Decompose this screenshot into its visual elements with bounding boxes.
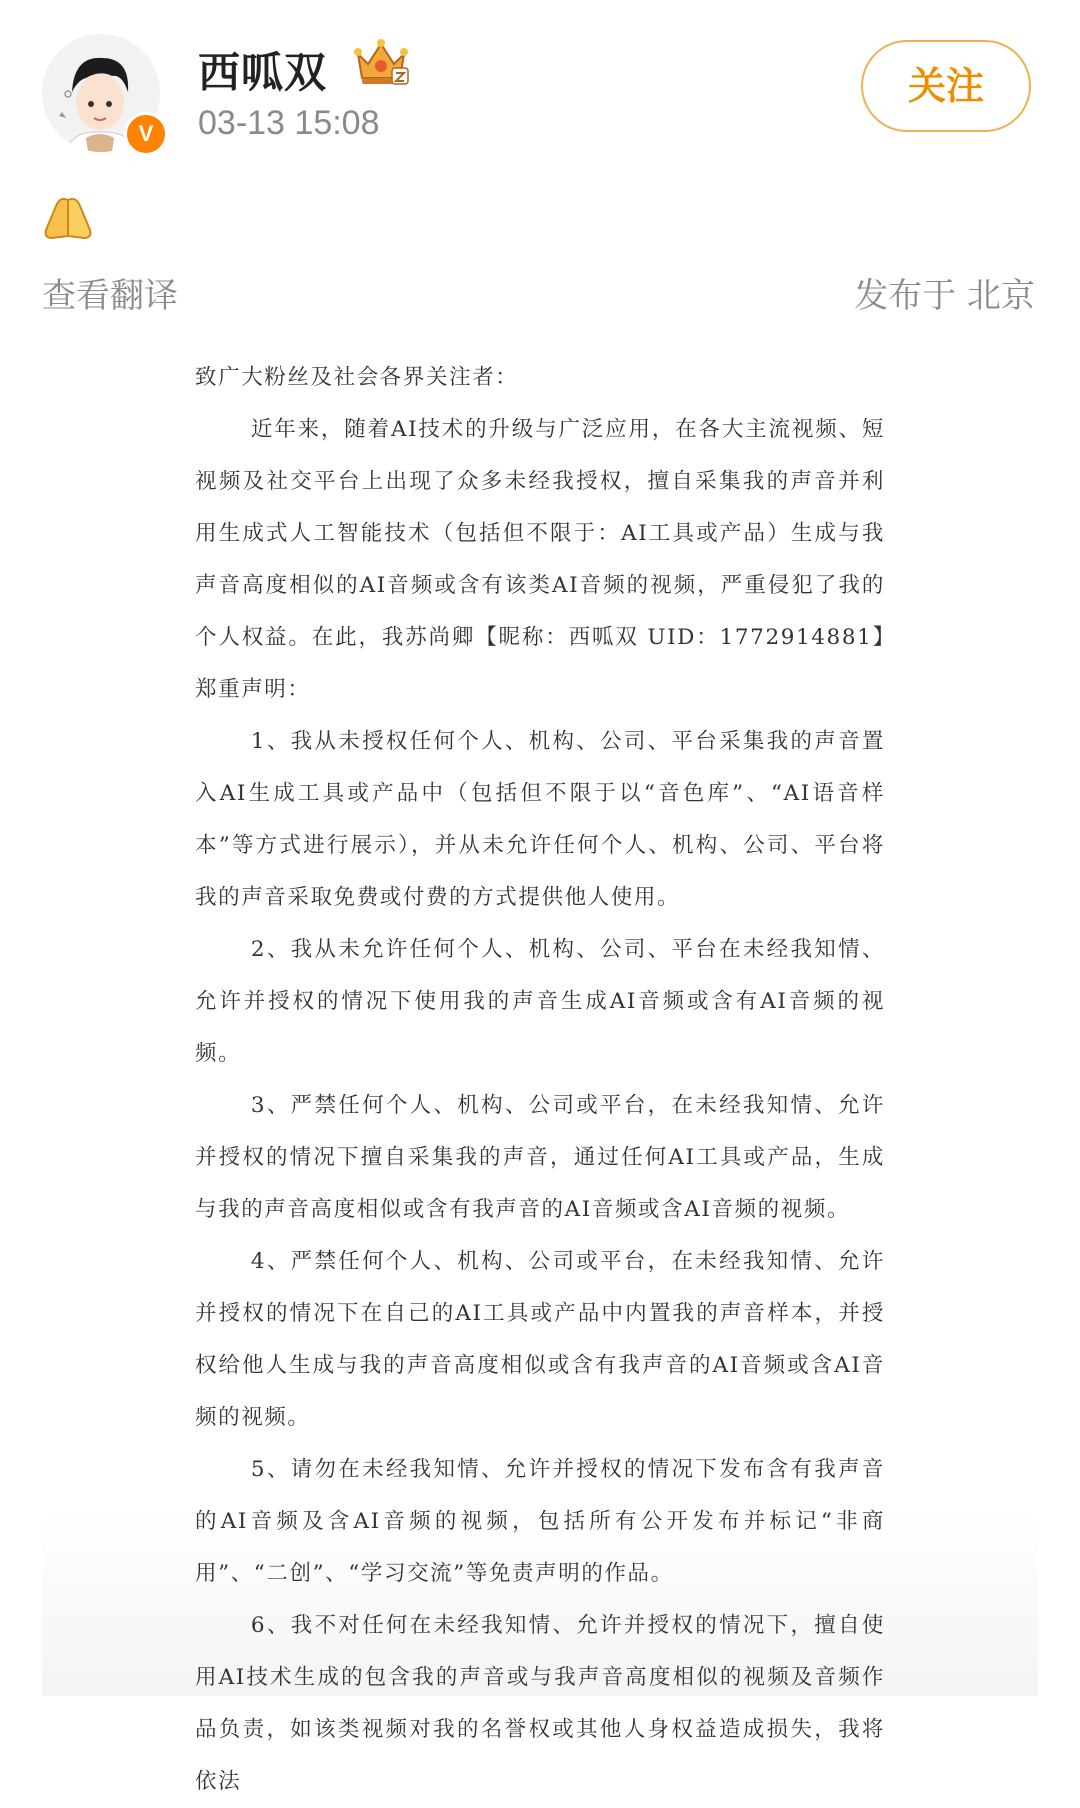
letter-intro: 近年来，随着AI技术的升级与广泛应用，在各大主流视频、短视频及社交平台上出现了众多未经我授权，擅自采集我的声音并利用生成式人工智能技术（包括但不限于：AI工具或产品）生成与我声音高度相似的AI音频或含有该类AI音频的视频，严重侵犯了我的个人权益。在此，我苏尚卿【昵称：西呱双 UID：1772914881】郑重声明： [195, 417, 885, 702]
crown-badge-icon[interactable] [352, 38, 410, 88]
letter-clause-4: 4、严禁任何个人、机构、公司或平台，在未经我知情、允许并授权的情况下在自己的AI工具或产品中内置我的声音样本，并授权给他人生成与我的声音高度相似或含有我声音的AI音频或含AI音频的视频。 [195, 1249, 885, 1430]
letter-clause-2: 2、我从未允许任何个人、机构、公司、平台在未经我知情、允许并授权的情况下使用我的声音生成AI音频或含有AI音频的视频。 [195, 937, 885, 1066]
folded-hands-icon [40, 192, 96, 242]
statement-image[interactable] [42, 330, 1038, 1794]
letter-clause-1: 1、我从未授权任何个人、机构、公司、平台采集我的声音置入AI生成工具或产品中（包括但不限于以“音色库”、“AI语音样本”等方式进行展示），并从未允许任何个人、机构、公司、平台将我的声音采取免费或付费的方式提供他人使用。 [195, 729, 885, 910]
post-time: 03-13 15:08 [198, 104, 380, 142]
letter-clause-6: 6、我不对任何在未经我知情、允许并授权的情况下，擅自使用AI技术生成的包含我的声音或与我声音高度相似的视频及音频作品负责，如该类视频对我的名誉权或其他人身权益造成损失，我将依法 [195, 1613, 885, 1794]
user-avatar[interactable] [42, 34, 160, 152]
letter-greeting: 致广大粉丝及社会各界关注者： [195, 365, 519, 390]
verified-badge-icon: V [124, 112, 168, 156]
statement-text [195, 352, 885, 1808]
follow-button[interactable]: 关注 [861, 40, 1031, 132]
post-location: 发布于 北京 [854, 276, 1035, 316]
view-translation-link[interactable]: 查看翻译 [42, 276, 178, 316]
username[interactable]: 西呱双 [198, 48, 328, 97]
letter-clause-3: 3、严禁任何个人、机构、公司或平台，在未经我知情、允许并授权的情况下擅自采集我的声音，通过任何AI工具或产品，生成与我的声音高度相似或含有我声音的AI音频或含AI音频的视频。 [195, 1093, 885, 1222]
letter-clause-5: 5、请勿在未经我知情、允许并授权的情况下发布含有我声音的AI音频及含AI音频的视频，包括所有公开发布并标记“非商用”、“二创”、“学习交流”等免责声明的作品。 [195, 1457, 885, 1586]
